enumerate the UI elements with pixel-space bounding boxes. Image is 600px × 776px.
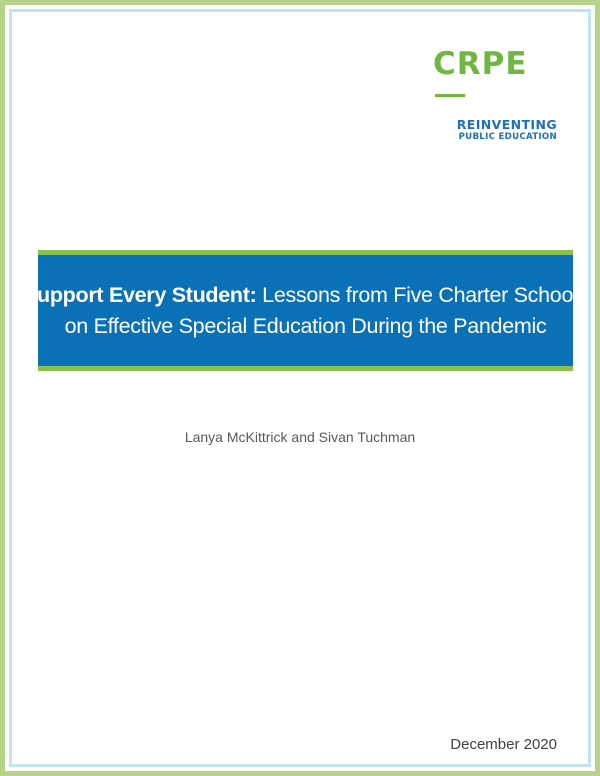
crpe-logo (417, 46, 557, 143)
logo-mark-text: CRPE (433, 46, 528, 82)
banner-body (22, 255, 589, 366)
logo-mark (417, 46, 557, 109)
title-banner (22, 250, 589, 371)
report-title-bold: Support Every Student: (22, 282, 257, 307)
publication-date: December 2020 (450, 736, 557, 753)
logo-rule (435, 94, 465, 97)
logo-tagline-top: REINVENTING (456, 117, 557, 132)
report-title-rest: Lessons from Five Charter Schools (256, 282, 589, 307)
logo-tagline-bottom: PUBLIC EDUCATION (458, 132, 557, 142)
report-title-line-1 (23, 280, 588, 311)
report-title-line-2: on Effective Special Education During the Pandemic (64, 313, 547, 338)
banner-bottom-stripe (38, 366, 573, 371)
authors: Lanya McKittrick and Sivan Tuchman (184, 429, 416, 445)
